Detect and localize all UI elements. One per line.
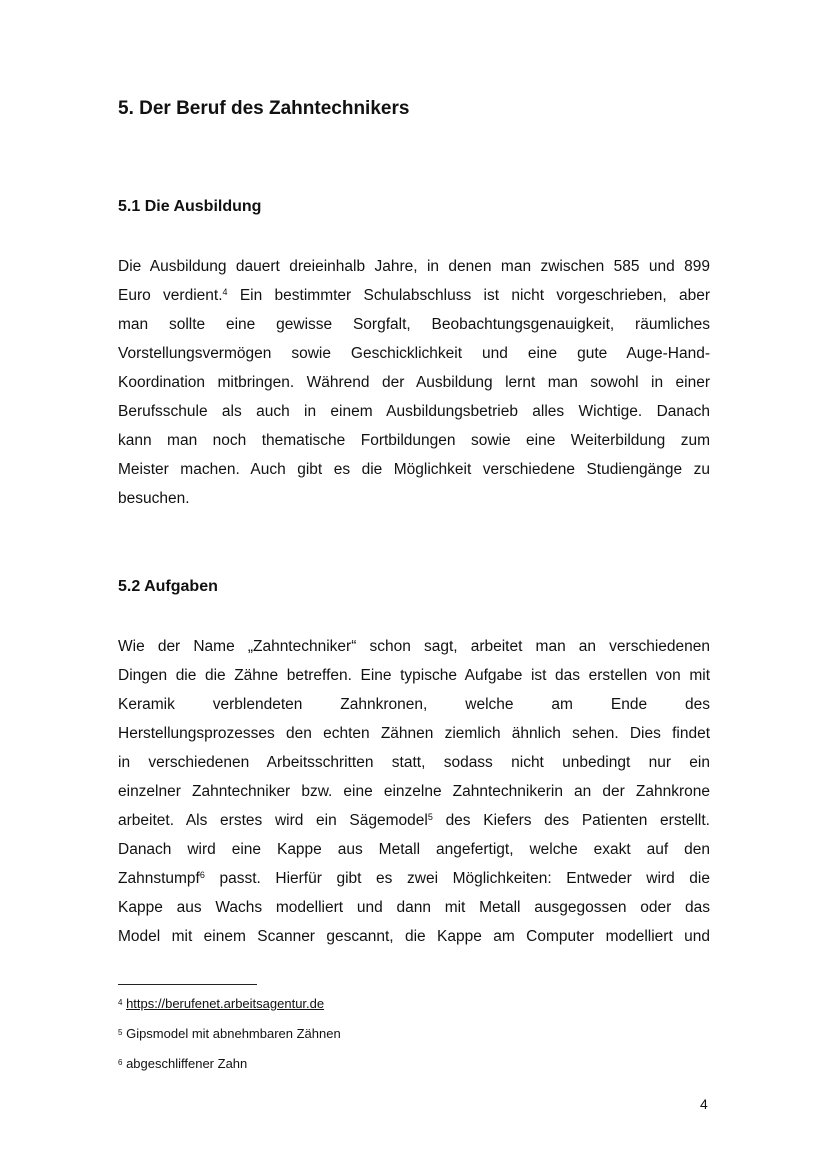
footnote-reference[interactable]: 6 — [199, 870, 205, 880]
text-line: einzelner Zahntechniker bzw. eine einzelne Zahntechnikerin an der Zahnkrone — [118, 783, 710, 800]
text-line: Herstellungsprozesses den echten Zähnen ziemlich ähnlich sehen. Dies findet — [118, 725, 710, 742]
text-line: Model mit einem Scanner gescannt, die Kappe am Computer modelliert und — [118, 928, 710, 945]
section-heading-ausbildung: 5.1 Die Ausbildung — [118, 198, 262, 215]
text-line: Koordination mitbringen. Während der Ausbildung lernt man sowohl in einer — [118, 374, 710, 391]
text-line: Die Ausbildung dauert dreieinhalb Jahre, in denen man zwischen 585 und 899 — [118, 258, 710, 275]
text-line: Berufsschule als auch in einem Ausbildungsbetrieb alles Wichtige. Danach — [118, 403, 710, 420]
paragraph-aufgaben — [118, 632, 710, 951]
footnote-number: 4 — [118, 998, 123, 1007]
footnote-link[interactable]: https://berufenet.arbeitsagentur.de — [126, 996, 325, 1011]
text-line: arbeitet. Als erstes wird ein Sägemodel$^5$ des Kiefers des Patienten erstellt. — [118, 812, 710, 829]
text-line: kann man noch thematische Fortbildungen sowie eine Weiterbildung zum — [118, 432, 710, 449]
text-line: in verschiedenen Arbeitsschritten statt, sodass nicht unbedingt nur ein — [118, 754, 710, 771]
text-line: Keramik verblendeten Zahnkronen, welche am Ende des — [118, 696, 710, 713]
footnote-number: 6 — [118, 1058, 123, 1067]
footnote-5 — [118, 1026, 341, 1041]
text-line: Dingen die die Zähne betreffen. Eine typische Aufgabe ist das erstellen von mit — [118, 667, 710, 684]
footnote-reference[interactable]: 5 — [427, 812, 433, 822]
chapter-heading: 5. Der Beruf des Zahntechnikers — [118, 98, 410, 119]
text-line: Euro verdient.$^4$ Ein bestimmter Schulabschluss ist nicht vorgeschrieben, aber — [118, 287, 711, 304]
footnote-4 — [118, 996, 324, 1011]
text-line: Vorstellungsvermögen sowie Geschicklichkeit und eine gute Auge-Hand- — [118, 345, 710, 362]
footnote-reference[interactable]: 4 — [222, 287, 228, 297]
footnote-text: Gipsmodel mit abnehmbaren Zähnen — [126, 1026, 341, 1041]
footnote-text: abgeschliffener Zahn — [126, 1056, 248, 1071]
section-heading-aufgaben: 5.2 Aufgaben — [118, 578, 218, 595]
text-line: besuchen. — [118, 490, 190, 507]
page-number: 4 — [700, 1096, 708, 1112]
text-line: Danach wird eine Kappe aus Metall angefertigt, welche exakt auf den — [118, 841, 710, 858]
text-line: Meister machen. Auch gibt es die Möglichkeit verschiedene Studiengänge zu — [118, 461, 710, 478]
footnote-6 — [118, 1056, 247, 1071]
paragraph-ausbildung — [118, 252, 710, 513]
text-line: man sollte eine gewisse Sorgfalt, Beobachtungsgenauigkeit, räumliches — [118, 316, 710, 333]
text-line: Kappe aus Wachs modelliert und dann mit Metall ausgegossen oder das — [118, 899, 710, 916]
footnote-number: 5 — [118, 1028, 123, 1037]
text-line: Wie der Name „Zahntechniker“ schon sagt, arbeitet man an verschiedenen — [118, 638, 710, 655]
footnote-separator — [118, 984, 257, 985]
text-line: Zahnstumpf$^6$ passt. Hierfür gibt es zwei Möglichkeiten: Entweder wird die — [118, 870, 710, 887]
